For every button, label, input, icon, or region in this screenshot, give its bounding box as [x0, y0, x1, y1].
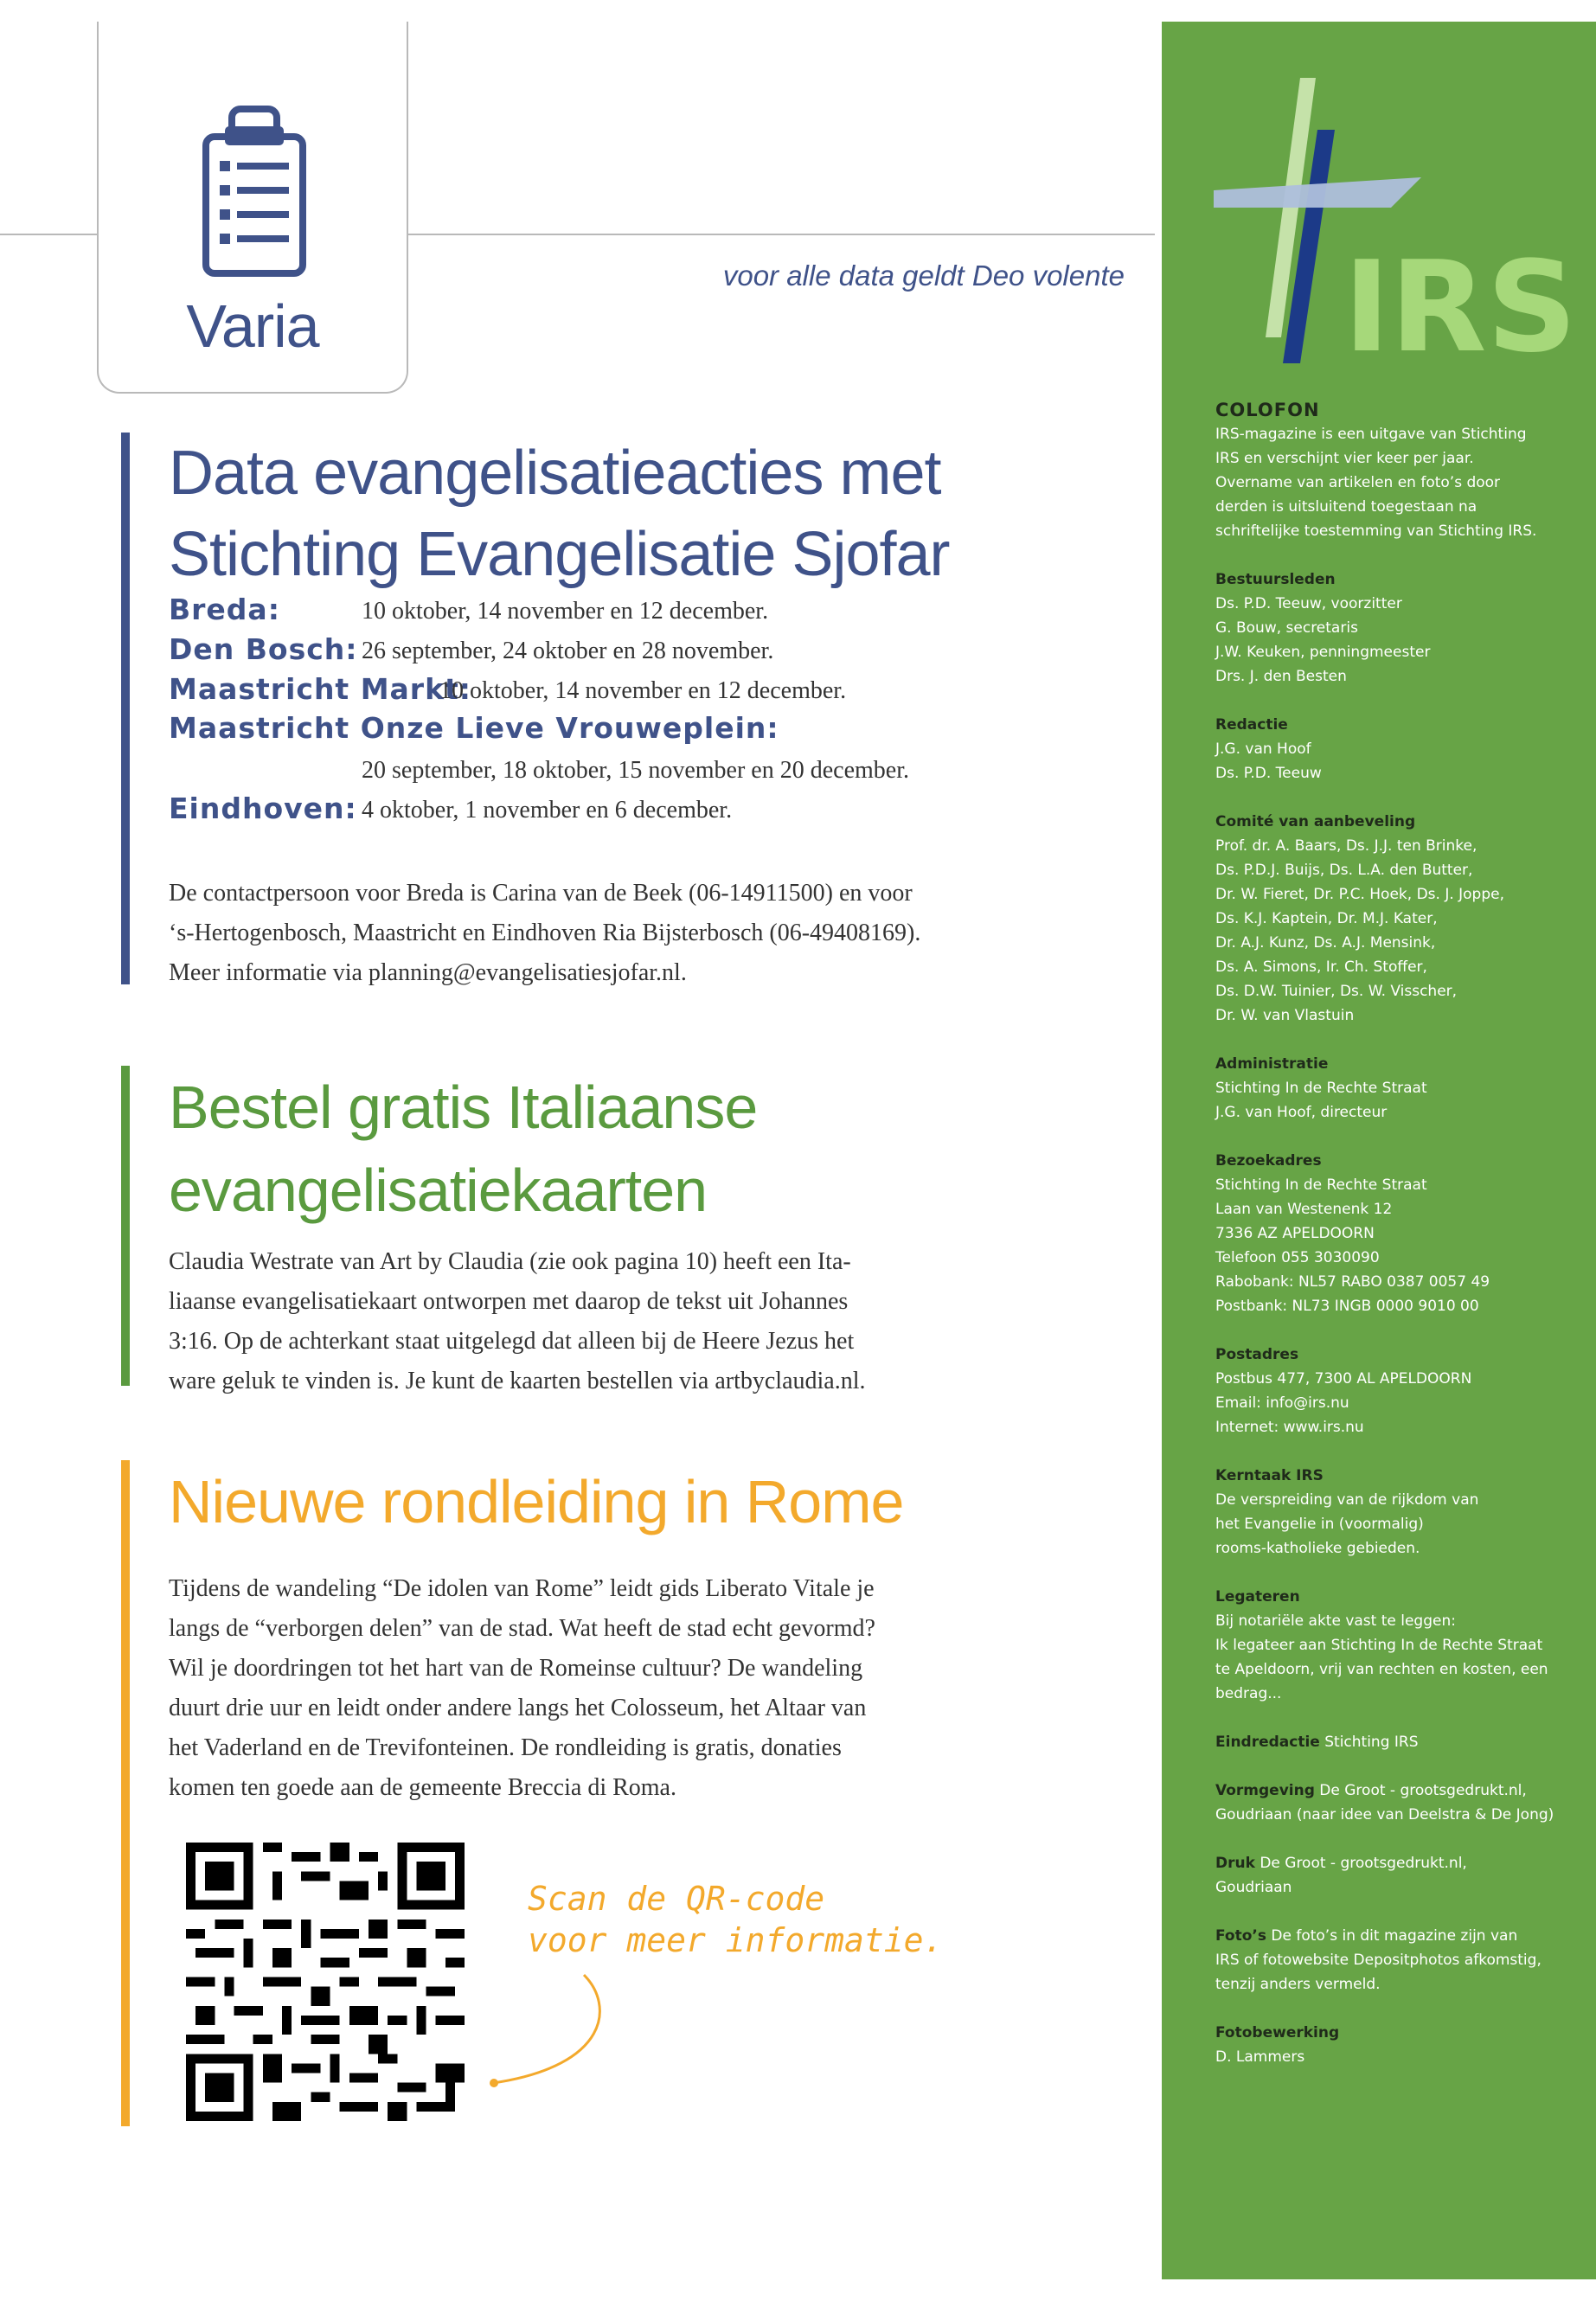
heading-line: evangelisatiekaarten [169, 1157, 708, 1224]
kaarten-heading [169, 1066, 977, 1232]
text-line: Ds. D.W. Tuinier, Ds. W. Visscher, [1215, 983, 1458, 1000]
text-line: tenzij anders vermeld. [1215, 1976, 1381, 1993]
block-label: Eindredactie [1215, 1734, 1320, 1751]
text-line: Bij notariële akte vast te leggen: [1215, 1612, 1456, 1630]
heading-line: Data evangelisatieacties met [169, 439, 941, 508]
heading-line: Bestel gratis Italiaanse [169, 1074, 758, 1141]
text-line: te Apeldoorn, vrij van rechten en kosten, een [1215, 1661, 1548, 1678]
text-line: De contactpersoon voor Breda is Carina van de Beek (06-14911500) en voor [169, 880, 913, 907]
schedule-city: Eindhoven: [169, 792, 357, 825]
text-line: Meer informatie via planning@evangelisatiesjofar.nl. [169, 959, 687, 986]
kaarten-section [121, 1066, 977, 1394]
curved-arrow-icon [489, 1971, 636, 2100]
schedule-city: Maastricht Onze Lieve Vrouweplein: [169, 711, 779, 745]
rome-paragraph [169, 1569, 947, 1808]
text-line: IRS of fotowebsite Depositphotos afkomstig, [1215, 1952, 1542, 1969]
block-label: Foto’s [1215, 1927, 1266, 1945]
text-line: G. Bouw, secretaris [1215, 619, 1358, 637]
tagline: voor alle data geldt Deo volente [722, 260, 1125, 292]
caption-line: Scan de QR-code [528, 1880, 825, 1918]
text-line: Dr. W. van Vlastuin [1215, 1007, 1355, 1024]
text-line: 3:16. Op de achterkant staat uitgelegd dat alleen bij de Heere Jezus het [169, 1328, 855, 1355]
logo-text: IRS [1343, 234, 1577, 381]
text-line: Internet: www.irs.nu [1215, 1419, 1364, 1436]
text-line: het Vaderland en de Trevifonteinen. De rondleiding is gratis, donaties [169, 1734, 842, 1761]
text-line: Prof. dr. A. Baars, Ds. J.J. ten Brinke, [1215, 837, 1477, 855]
text-line: Rabobank: NL57 RABO 0387 0057 49 [1215, 1273, 1490, 1291]
text-line: Stichting In de Rechte Straat [1215, 1176, 1427, 1194]
schedule-city: Den Bosch: [169, 632, 358, 666]
section-accent-bar [121, 1460, 130, 2126]
text-value: De Groot - grootsgedrukt.nl, [1259, 1855, 1467, 1872]
rome-heading: Nieuwe rondleiding in Rome [169, 1468, 904, 1535]
text-line: Email: info@irs.nu [1215, 1394, 1349, 1412]
section-accent-bar [121, 433, 130, 984]
text-line: ware geluk te vinden is. Je kunt de kaarten bestellen via artbyclaudia.nl. [169, 1368, 866, 1394]
text-line: Telefoon 055 3030090 [1215, 1249, 1380, 1266]
text-line: Laan van Westenenk 12 [1215, 1201, 1393, 1218]
text-line: Stichting In de Rechte Straat [1215, 1080, 1427, 1097]
text-line: Claudia Westrate van Art by Claudia (zie ook pagina 10) heeft een Ita- [169, 1248, 851, 1275]
text-line: J.W. Keuken, penningmeester [1215, 644, 1431, 661]
text-value: De foto’s in dit magazine zijn van [1271, 1927, 1518, 1945]
rome-section [121, 1460, 977, 2126]
text-line: Ds. P.D.J. Buijs, Ds. L.A. den Butter, [1215, 862, 1473, 879]
schedule-dates: 4 oktober, 1 november en 6 december. [362, 797, 733, 824]
block-label: Redactie [1215, 716, 1288, 734]
block-label: Comité van aanbeveling [1215, 813, 1416, 830]
text-line: IRS-magazine is een uitgave van Stichting [1215, 426, 1527, 443]
text-line: Tijdens de wandeling “De idolen van Rome” leidt gids Liberato Vitale je [169, 1575, 875, 1602]
heading-line: Stichting Evangelisatie Sjofar [169, 520, 950, 589]
text-line: het Evangelie in (voormalig) [1215, 1516, 1424, 1533]
text-line: derden is uitsluitend toegestaan na [1215, 498, 1477, 516]
block-label: Druk [1215, 1855, 1255, 1872]
section-accent-bar [121, 1066, 130, 1386]
block-label: Administratie [1215, 1055, 1329, 1073]
text-line: ‘s-Hertogenbosch, Maastricht en Eindhoven Ria Bijsterbosch (06-49408169). [169, 920, 921, 946]
schedule-list [169, 593, 999, 835]
text-line: langs de “verborgen delen” van de stad. Wat heeft de stad echt gevormd? [169, 1615, 875, 1642]
schedule-city: Maastricht Markt: [169, 672, 471, 706]
text-line: bedrag... [1215, 1685, 1282, 1702]
text-line: Overname van artikelen en foto’s door [1215, 474, 1501, 491]
text-line: Ds. P.D. Teeuw [1215, 765, 1322, 782]
text-line: D. Lammers [1215, 2048, 1305, 2066]
qr-caption [528, 1878, 943, 1961]
block-label: Vormgeving [1215, 1782, 1315, 1799]
text-line: Goudriaan [1215, 1879, 1292, 1896]
colofon-title: COLOFON [1215, 400, 1320, 420]
text-line: Ik legateer aan Stichting In de Rechte Straat [1215, 1637, 1543, 1654]
text-line: komen ten goede aan de gemeente Breccia di Roma. [169, 1774, 676, 1801]
clipboard-list-icon [194, 104, 315, 290]
contact-paragraph [169, 874, 999, 993]
text-line: duurt drie uur en leidt onder andere langs het Colosseum, het Altaar van [169, 1695, 867, 1721]
text-line: Postbank: NL73 INGB 0000 9010 00 [1215, 1298, 1479, 1315]
caption-line: voor meer informatie. [528, 1921, 944, 1959]
text-line: Dr. W. Fieret, Dr. P.C. Hoek, Ds. J. Joppe, [1215, 886, 1505, 903]
text-line: Goudriaan (naar idee van Deelstra & De Jong) [1215, 1806, 1554, 1823]
block-label: Kerntaak IRS [1215, 1467, 1324, 1484]
qr-code[interactable] [186, 1843, 465, 2121]
colofon [1215, 398, 1579, 2093]
block-label: Fotobewerking [1215, 2024, 1340, 2041]
text-line: Postbus 477, 7300 AL APELDOORN [1215, 1370, 1472, 1388]
block-label: Bezoekadres [1215, 1152, 1322, 1170]
schedule-dates: 20 september, 18 oktober, 15 november en 20 december. [362, 757, 910, 784]
text-line: De verspreiding van de rijkdom van [1215, 1491, 1479, 1509]
text-line: Drs. J. den Besten [1215, 668, 1347, 685]
schedule-dates: 10 oktober, 14 november en 12 december. [362, 598, 769, 625]
section-tab [97, 22, 408, 394]
colofon-sidebar [1162, 22, 1596, 2279]
text-line: IRS en verschijnt vier keer per jaar. [1215, 450, 1474, 467]
text-line: 7336 AZ APELDOORN [1215, 1225, 1375, 1242]
text-line: Dr. A.J. Kunz, Ds. A.J. Mensink, [1215, 934, 1436, 952]
text-line: Wil je doordringen tot het hart van de Romeinse cultuur? De wandeling [169, 1655, 863, 1682]
schedule-dates: 26 september, 24 oktober en 28 november. [362, 638, 774, 664]
text-line: liaanse evangelisatiekaart ontworpen met daarop de tekst uit Johannes [169, 1288, 849, 1315]
text-value: Stichting IRS [1324, 1734, 1419, 1751]
section-title: Varia [186, 292, 319, 360]
kaarten-paragraph [169, 1242, 913, 1401]
text-line: Ds. P.D. Teeuw, voorzitter [1215, 595, 1402, 612]
text-line: J.G. van Hoof [1215, 740, 1311, 758]
text-value: De Groot - grootsgedrukt.nl, [1319, 1782, 1527, 1799]
sjofar-heading [169, 433, 977, 595]
irs-logo [1214, 78, 1577, 389]
block-label: Bestuursleden [1215, 571, 1336, 588]
text-line: Ds. A. Simons, Ir. Ch. Stoffer, [1215, 958, 1427, 976]
text-line: rooms-katholieke gebieden. [1215, 1540, 1420, 1557]
text-line: J.G. van Hoof, directeur [1215, 1104, 1388, 1121]
text-line: Ds. K.J. Kaptein, Dr. M.J. Kater, [1215, 910, 1438, 927]
block-label: Postadres [1215, 1346, 1299, 1363]
schedule-city: Breda: [169, 593, 280, 626]
text-line: schriftelijke toestemming van Stichting IRS. [1215, 522, 1537, 540]
block-label: Legateren [1215, 1588, 1300, 1606]
schedule-dates: 10 oktober, 14 november en 12 december. [439, 677, 847, 704]
sjofar-section [121, 433, 977, 984]
